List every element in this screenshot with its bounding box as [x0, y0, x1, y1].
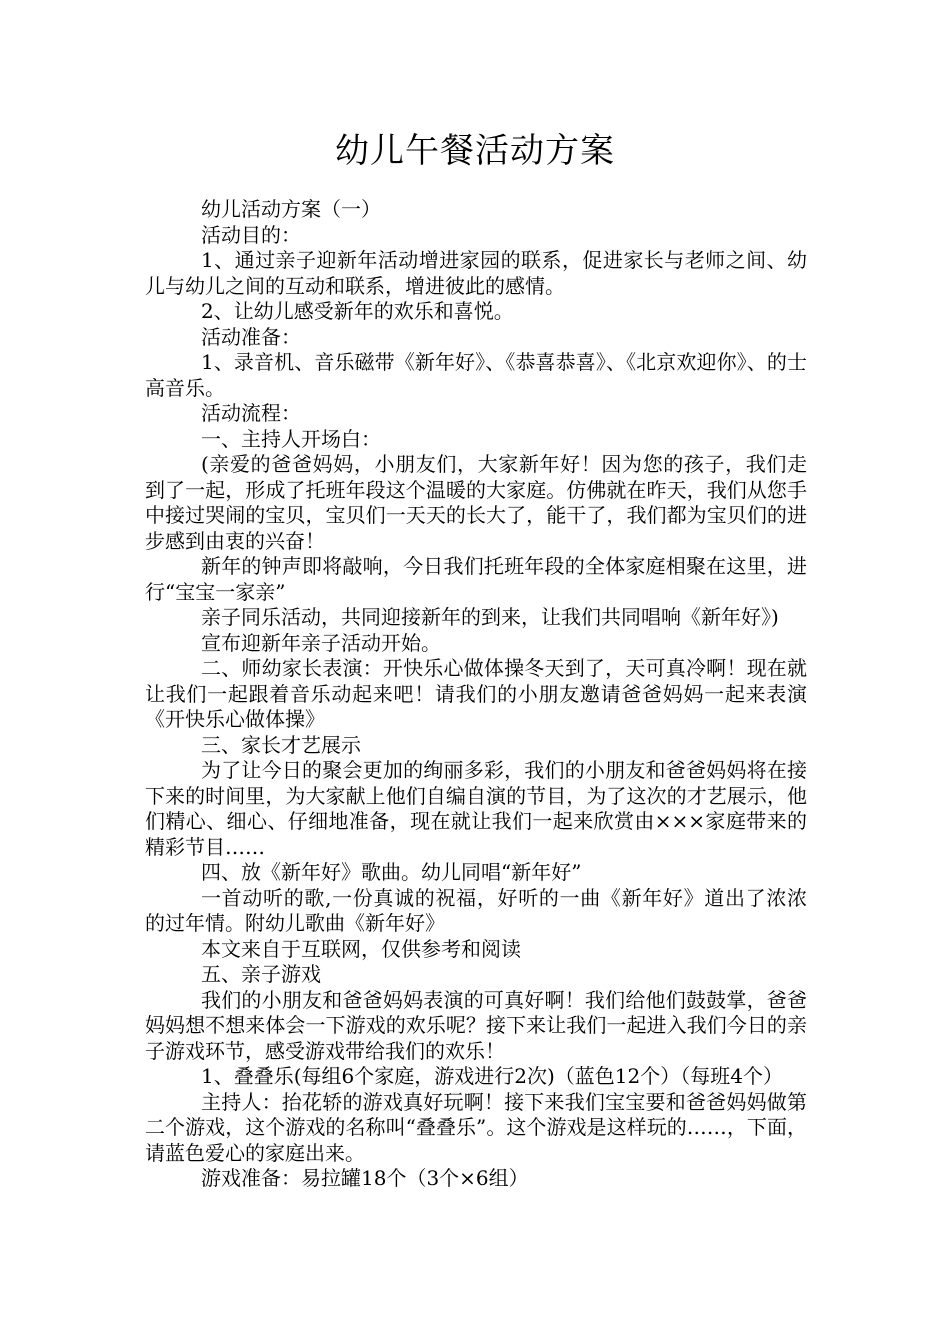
paragraph: 活动准备： [201, 324, 301, 349]
document-title: 幼儿午餐活动方案 [335, 131, 615, 171]
paragraph: 1、录音机、音乐磁带《新年好》、《恭喜恭喜》、《北京欢迎你》、的士高音乐。 [145, 350, 807, 400]
paragraph: 亲子同乐活动，共同迎接新年的到来，让我们共同唱响《新年好》) [201, 605, 779, 629]
paragraph: 1、叠叠乐(每组6个家庭，游戏进行2次)（蓝色12个）（每班4个） [201, 1064, 783, 1088]
paragraph: 三、家长才艺展示 [201, 732, 361, 757]
paragraph: 新年的钟声即将敲响，今日我们托班年段的全体家庭相聚在这里，进行“宝宝一家亲” [145, 554, 807, 604]
paragraph: 我们的小朋友和爸爸妈妈表演的可真好啊！我们给他们鼓鼓掌，爸爸妈妈想不想来体会一下游戏的欢乐呢？接下来让我们一起进入我们今日的亲子游戏环节，感受游戏带给我们的欢乐！ [145, 987, 807, 1063]
paragraph: 一首动听的歌,一份真诚的祝福，好听的一曲《新年好》道出了浓浓的过年情。附幼儿歌曲《新年好》 [145, 885, 807, 935]
paragraph: 一、主持人开场白： [201, 426, 381, 451]
paragraph: 本文来自于互联网，仅供参考和阅读 [201, 936, 521, 961]
paragraph: 主持人：抬花轿的游戏真好玩啊！接下来我们宝宝要和爸爸妈妈做第二个游戏，这个游戏的名称叫“叠叠乐”。这个游戏是这样玩的……，下面，请蓝色爱心的家庭出来。 [145, 1089, 807, 1165]
paragraph: 游戏准备：易拉罐18个（3个×6组） [201, 1166, 529, 1190]
paragraph: 为了让今日的聚会更加的绚丽多彩，我们的小朋友和爸爸妈妈将在接下来的时间里，为大家献上他们自编自演的节目，为了这次的才艺展示，他们精心、细心、仔细地准备，现在就让我们一起来欣赏由×××家庭带来的精彩节目…… [145, 758, 807, 859]
paragraph: 幼儿活动方案（一） [201, 197, 381, 221]
paragraph: 2、让幼儿感受新年的欢乐和喜悦。 [201, 299, 514, 323]
paragraph: 五、亲子游戏 [201, 962, 321, 986]
paragraph: 活动目的： [201, 222, 301, 247]
paragraph: (亲爱的爸爸妈妈，小朋友们，大家新年好！因为您的孩子，我们走到了一起，形成了托班年段这个温暖的大家庭。仿佛就在昨天，我们从您手中接过哭闹的宝贝，宝贝们一天天的长大了，能干了，我们都为宝贝们的进步感到由衷的兴奋！ [145, 452, 807, 553]
document-body [145, 197, 807, 1192]
paragraph: 1、通过亲子迎新年活动增进家园的联系，促进家长与老师之间、幼儿与幼儿之间的互动和联系，增进彼此的感情。 [145, 248, 807, 298]
paragraph: 宣布迎新年亲子活动开始。 [201, 630, 441, 655]
paragraph: 活动流程： [201, 401, 301, 425]
paragraph: 二、师幼家长表演：开快乐心做体操冬天到了，天可真冷啊！现在就让我们一起跟着音乐动起来吧！请我们的小朋友邀请爸爸妈妈一起来表演《开快乐心做体操》 [145, 656, 807, 731]
paragraph: 四、放《新年好》歌曲。幼儿同唱“新年好” [201, 860, 582, 884]
